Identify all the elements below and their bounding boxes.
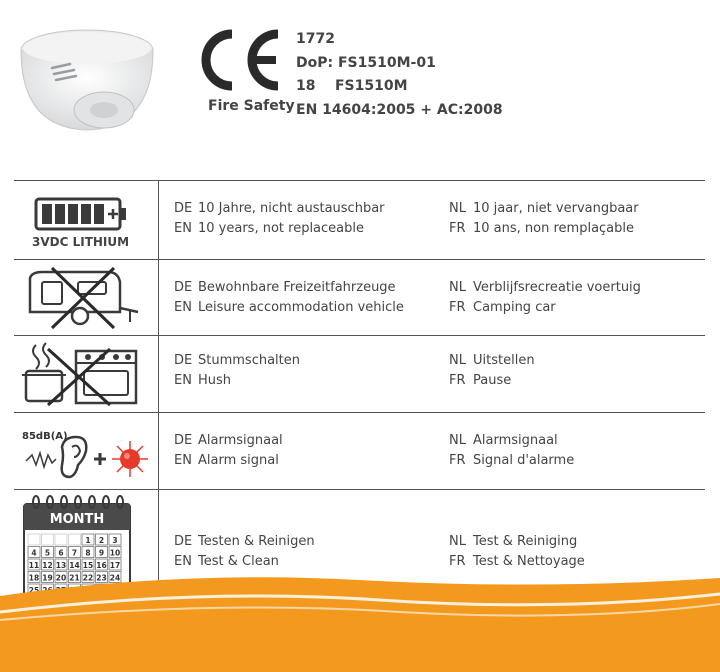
calendar-empty-cell — [69, 534, 81, 545]
calendar-day-number: 24 — [109, 573, 121, 583]
text-col-nl-fr — [449, 199, 709, 239]
fire-safety-label: Fire Safety — [208, 98, 295, 114]
text-fr: Pause — [473, 373, 512, 388]
lang-code-de: DE — [174, 433, 193, 448]
lang-code-de: DE — [174, 534, 193, 549]
calendar-day-number: 20 — [55, 573, 67, 583]
lang-code-fr: FR — [449, 300, 466, 315]
calendar-day-number: 17 — [109, 561, 121, 570]
calendar-empty-cell — [55, 534, 67, 545]
calendar-day-number: 9 — [98, 548, 105, 558]
text-col-de-en — [174, 278, 444, 318]
lang-code-de: DE — [174, 353, 193, 368]
text-nl: 10 jaar, niet vervangbaar — [473, 201, 639, 216]
text-de: Stummschalten — [198, 353, 300, 368]
calendar-day-number: 3 — [112, 536, 118, 545]
lang-code-en: EN — [174, 300, 192, 315]
text-fr: Camping car — [473, 300, 556, 315]
calendar-day-number: 21 — [69, 573, 80, 583]
calendar-empty-cell — [42, 534, 54, 545]
calendar-day-number: 25 — [28, 586, 40, 595]
table-row — [14, 180, 705, 259]
decibel-label: 85dB(A) — [22, 431, 68, 442]
text-en: Test & Clean — [198, 554, 279, 569]
stove-crossed-icon — [22, 341, 142, 407]
caravan-crossed-icon — [22, 266, 142, 330]
calendar-day-number: 12 — [42, 561, 53, 570]
calendar-day-number: 13 — [55, 561, 67, 570]
certification-block — [296, 28, 503, 122]
text-col-de-en — [174, 199, 444, 239]
lang-code-en: EN — [174, 221, 192, 236]
lang-code-en: EN — [174, 373, 192, 388]
text-fr: 10 ans, non remplaçable — [473, 221, 635, 236]
text-fr: Signal d'alarme — [473, 453, 575, 468]
calendar-day-number: 5 — [44, 548, 51, 558]
calendar-day-number: 11 — [28, 561, 40, 570]
lang-code-fr: FR — [449, 373, 466, 388]
calendar-day-number: 10 — [109, 548, 121, 558]
lang-code-nl: NL — [449, 201, 466, 216]
calendar-day-number: 15 — [82, 561, 94, 570]
icon-cell — [14, 181, 159, 259]
calendar-day-number: 2 — [98, 536, 105, 545]
icon-cell — [14, 336, 159, 412]
calendar-day-number: 4 — [31, 548, 37, 558]
icon-cell — [14, 260, 159, 335]
lang-code-de: DE — [174, 201, 193, 216]
lang-code-en: EN — [174, 554, 192, 569]
text-nl: Verblijfsrecreatie voertuig — [473, 280, 641, 295]
calendar-title: MONTH — [49, 512, 105, 527]
calendar-day-number: 7 — [71, 548, 78, 558]
text-fr: Test & Nettoyage — [473, 554, 585, 569]
text-col-de-en — [174, 431, 444, 471]
lang-code-nl: NL — [449, 280, 466, 295]
calendar-day-number: 14 — [69, 561, 80, 570]
text-de: 10 Jahre, nicht austauschbar — [198, 201, 385, 216]
calendar-day-number: 8 — [85, 548, 91, 558]
text-en: Hush — [198, 373, 232, 388]
calendar-day-number: 23 — [96, 573, 107, 583]
info-table — [14, 180, 705, 600]
icon-cell — [14, 413, 159, 489]
calendar-day-number: 18 — [28, 573, 40, 583]
text-nl: Test & Reiniging — [473, 534, 578, 549]
text-en: Leisure accommodation vehicle — [198, 300, 404, 315]
calendar-empty-cell — [28, 534, 40, 545]
lang-code-fr: FR — [449, 453, 466, 468]
table-row — [14, 412, 705, 489]
table-row — [14, 335, 705, 412]
text-en: 10 years, not replaceable — [198, 221, 364, 236]
calendar-day-number: 16 — [96, 561, 107, 570]
cert-line: 1772 — [296, 31, 335, 47]
text-de: Testen & Reinigen — [198, 534, 315, 549]
calendar-day-number: 22 — [82, 573, 94, 583]
lang-code-fr: FR — [449, 221, 466, 236]
text-nl: Uitstellen — [473, 353, 535, 368]
smoke-detector-icon — [12, 18, 162, 138]
lang-code-nl: NL — [449, 353, 466, 368]
lang-code-nl: NL — [449, 433, 466, 448]
text-col-nl-fr — [449, 431, 709, 471]
lang-code-de: DE — [174, 280, 193, 295]
battery-icon — [34, 191, 134, 235]
cert-line: 18 FS1510M — [296, 78, 408, 94]
text-col-de-en — [174, 351, 444, 391]
text-de: Bewohnbare Freizeitfahrzeuge — [198, 280, 396, 295]
text-nl: Alarmsignaal — [473, 433, 558, 448]
calendar-day-number: 6 — [58, 548, 64, 558]
text-col-nl-fr — [449, 351, 709, 391]
cert-line: EN 14604:2005 + AC:2008 — [296, 101, 503, 118]
calendar-day-number: 19 — [42, 573, 53, 583]
orange-wave-decoration — [0, 560, 720, 672]
alarm-signal-icon — [22, 435, 152, 485]
lang-code-fr: FR — [449, 554, 466, 569]
table-row — [14, 259, 705, 335]
ce-mark-icon — [198, 28, 284, 92]
text-col-nl-fr — [449, 278, 709, 318]
lang-code-en: EN — [174, 453, 192, 468]
text-de: Alarmsignaal — [198, 433, 283, 448]
text-en: Alarm signal — [198, 453, 279, 468]
battery-label: 3VDC LITHIUM — [32, 235, 130, 249]
lang-code-nl: NL — [449, 534, 466, 549]
calendar-day-number: 1 — [85, 536, 91, 545]
cert-line: DoP: FS1510M-01 — [296, 54, 436, 71]
